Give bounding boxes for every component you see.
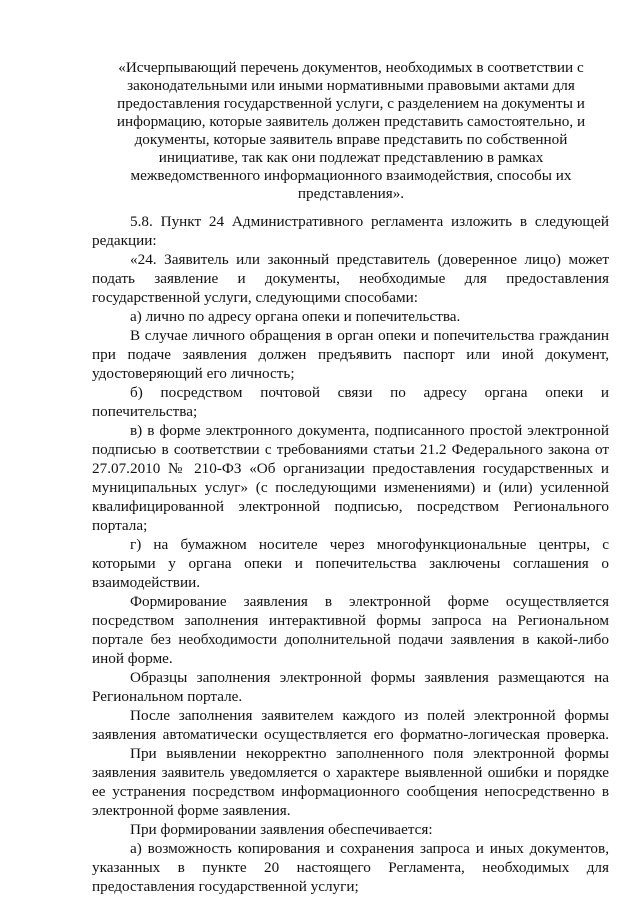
text-line: попечительства;	[92, 403, 198, 420]
text-line: предоставления государственной услуги, с разделением на документы и	[117, 95, 585, 112]
text-line: квалифицированной электронной подписью, посредством Регионального	[92, 498, 609, 515]
text-line: посредством заполнения интерактивной формы запроса на Региональном	[92, 612, 609, 629]
text-line: подписью в соответствии с требованиями статьи 21.2 Федерального закона от	[92, 441, 609, 458]
text-line: в) в форме электронного документа, подписанного простой электронной	[130, 422, 609, 439]
text-line: Образцы заполнения электронной формы заявления размещаются на	[130, 669, 609, 686]
text-line: указанных в пункте 20 настоящего Регламента, необходимых для	[92, 859, 609, 876]
text-line: «Исчерпывающий перечень документов, необходимых в соответствии с	[118, 59, 584, 76]
text-line: взаимодействии.	[92, 574, 201, 591]
text-line: а) лично по адресу органа опеки и попечительства.	[130, 308, 461, 325]
text-line: предоставления государственной услуги;	[92, 878, 359, 895]
text-line: заявления заявитель уведомляется о характере выявленной ошибки и порядке	[92, 764, 609, 781]
text-line: портала;	[92, 517, 148, 534]
text-line: инициативе, так как они подлежат представлению в рамках	[158, 149, 544, 166]
text-line: которыми у органа опеки и попечительства заключены соглашения о	[92, 555, 609, 572]
text-line: портале без необходимости дополнительной подачи заявления в какой-либо	[92, 631, 609, 648]
text-line: представления».	[297, 185, 405, 202]
text-line: «24. Заявитель или законный представитель (доверенное лицо) может	[130, 251, 609, 268]
text-line: г) на бумажном носителе через многофункциональные центры, с	[130, 536, 609, 553]
text-line: При выявлении некорректно заполненного поля электронной формы	[130, 745, 609, 762]
text-line: ее устранения посредством информационного сообщения непосредственно в	[92, 783, 609, 800]
text-line: подать заявление и документы, необходимые для предоставления	[92, 270, 609, 287]
text-line: 5.8. Пункт 24 Административного регламента изложить в следующей	[130, 213, 609, 230]
text-line: В случае личного обращения в орган опеки и попечительства гражданин	[130, 327, 609, 344]
text-line: государственной услуги, следующими способами:	[92, 289, 418, 306]
text-line: а) возможность копирования и сохранения запроса и иных документов,	[130, 840, 609, 857]
text-line: межведомственного информационного взаимодействия, способы их	[130, 167, 572, 184]
text-line: информацию, которые заявитель должен представить самостоятельно, и	[116, 113, 586, 130]
text-line: заявления автоматически осуществляется его форматно-логическая проверка.	[92, 726, 609, 743]
text-line: При формировании заявления обеспечивается:	[130, 821, 433, 838]
text-line: редакции:	[92, 232, 157, 249]
text-line: б) посредством почтовой связи по адресу органа опеки и	[130, 384, 609, 401]
text-line: Формирование заявления в электронной форме осуществляется	[130, 593, 609, 610]
text-line: иной форме.	[92, 650, 173, 667]
text-line: После заполнения заявителем каждого из полей электронной формы	[130, 707, 609, 724]
text-line: 27.07.2010 № 210-ФЗ «Об организации предоставления государственных и	[92, 460, 609, 477]
text-line: муниципальных услуг» (с последующими изменениями) и (или) усиленной	[92, 479, 609, 496]
text-line: Региональном портале.	[92, 688, 243, 705]
text-line: электронной форме заявления.	[92, 802, 291, 819]
text-line: удостоверяющий его личность;	[92, 365, 295, 382]
text-line: при подаче заявления должен предъявить паспорт или иной документ,	[92, 346, 609, 363]
text-line: законодательными или иными нормативными правовыми актами для	[127, 77, 575, 94]
text-line: документы, которые заявитель вправе представить по собственной	[134, 131, 568, 148]
